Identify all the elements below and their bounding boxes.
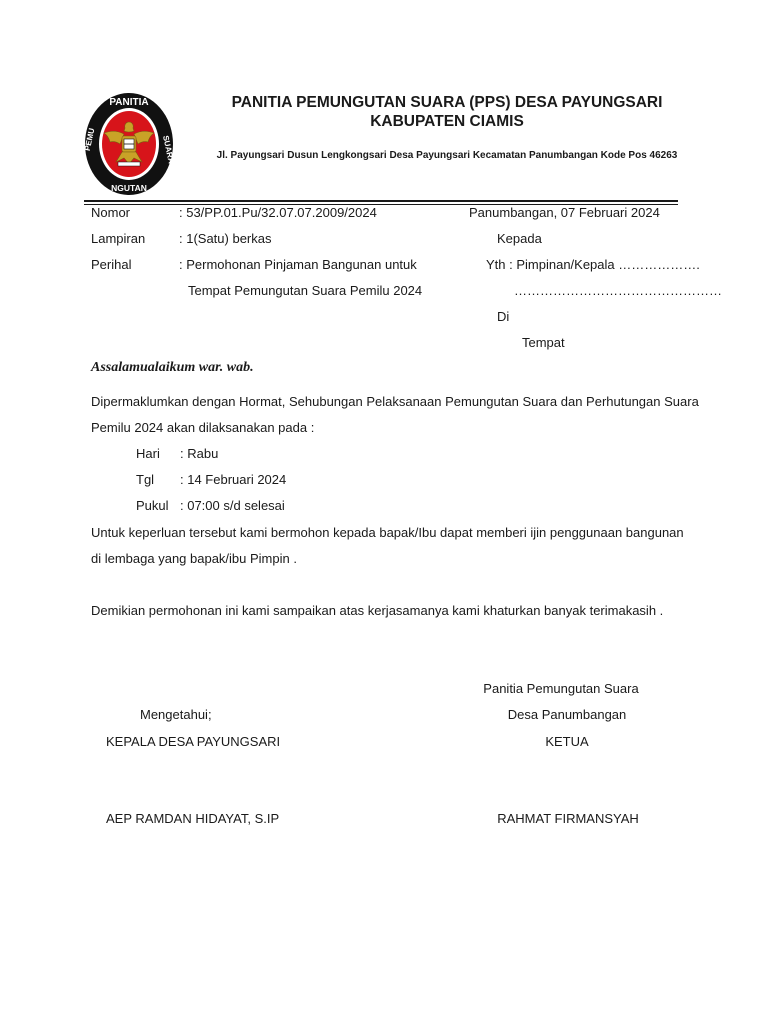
- nomor-value: : 53/PP.01.Pu/32.07.07.2009/2024: [179, 205, 377, 220]
- sig-left-line2: KEPALA DESA PAYUNGSARI: [106, 734, 281, 749]
- schedule-value-pukul: : 07:00 s/d selesai: [180, 498, 285, 513]
- logo-text-left: PEMU: [82, 127, 97, 152]
- schedule-label-hari: Hari: [136, 446, 160, 461]
- header-title-line1: PANITIA PEMUNGUTAN SUARA (PPS) DESA PAYUNGSARI: [231, 94, 663, 111]
- di-label: Di: [497, 309, 510, 324]
- para3: Demikian permohonan ini kami sampaikan atas kerjasamanya kami khaturkan banyak terimakasih .: [91, 603, 664, 618]
- sig-right-line3: KETUA: [545, 734, 589, 749]
- sig-right-line1: Panitia Pemungutan Suara: [483, 681, 639, 696]
- tempat-label: Tempat: [522, 335, 565, 350]
- lampiran-value: : 1(Satu) berkas: [179, 231, 272, 246]
- sig-right-line2: Desa Panumbangan: [507, 707, 627, 722]
- para1-line2: Pemilu 2024 akan dilaksanakan pada :: [91, 420, 315, 435]
- logo-text-bottom: NGUTAN: [111, 183, 147, 193]
- perihal-value-1: : Permohonan Pinjaman Bangunan untuk: [179, 257, 417, 272]
- logo-text-right: SUARA: [161, 134, 176, 165]
- schedule-label-tgl: Tgl: [136, 472, 155, 487]
- logo-text-top: PANITIA: [109, 97, 149, 108]
- yth-line: Yth : Pimpinan/Kepala ……………….: [486, 257, 700, 272]
- para2-line1: Untuk keperluan tersebut kami bermohon kepada bapak/Ibu dapat memberi ijin penggunaan bangunan: [91, 525, 684, 540]
- schedule-value-hari: : Rabu: [180, 446, 219, 461]
- recipient-dots: …………………………………………: [514, 283, 722, 298]
- header-address: Jl. Payungsari Dusun Lengkongsari Desa Payungsari Kecamatan Panumbangan Kode Pos 46263: [216, 150, 678, 161]
- perihal-label: Perihal: [91, 257, 132, 272]
- header-rule-thick: [84, 200, 678, 202]
- nomor-label: Nomor: [91, 205, 131, 220]
- header-title-line2: KABUPATEN CIAMIS: [370, 113, 524, 130]
- sig-left-name: AEP RAMDAN HIDAYAT, S.IP: [106, 811, 280, 826]
- place-date: Panumbangan, 07 Februari 2024: [469, 205, 660, 220]
- greeting: Assalamualaikum war. wab.: [91, 360, 254, 375]
- sig-right-name: RAHMAT FIRMANSYAH: [497, 811, 639, 826]
- schedule-value-tgl: : 14 Februari 2024: [180, 472, 287, 487]
- para1-line1: Dipermaklumkan dengan Hormat, Sehubungan Pelaksanaan Pemungutan Suara dan Perhutungan Suara: [91, 394, 699, 409]
- schedule-label-pukul: Pukul: [136, 498, 169, 513]
- perihal-value-2: Tempat Pemungutan Suara Pemilu 2024: [188, 283, 423, 298]
- sig-left-line1: Mengetahui;: [140, 707, 212, 722]
- lampiran-label: Lampiran: [91, 231, 146, 246]
- para2-line2: di lembaga yang bapak/ibu Pimpin .: [91, 551, 297, 566]
- pps-logo: [84, 92, 174, 196]
- kepada-label: Kepada: [497, 231, 542, 246]
